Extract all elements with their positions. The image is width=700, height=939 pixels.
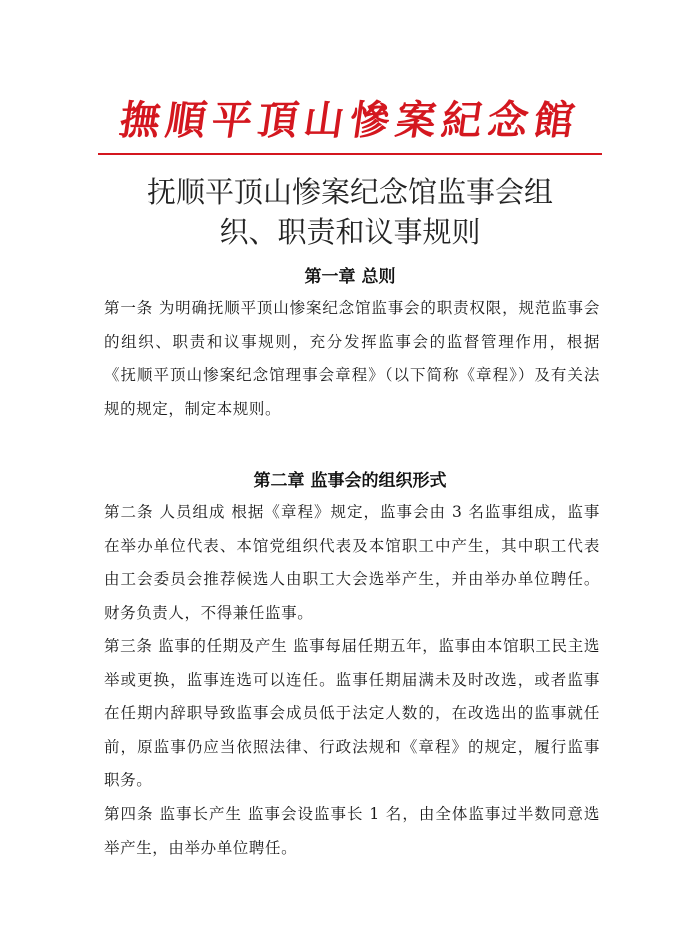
document-title — [100, 172, 600, 252]
article-4: 第四条 监事长产生 监事会设监事长 1 名，由全体监事过半数同意选举产生，由举办单位聘任。 — [104, 805, 600, 857]
title-line-1: 抚顺平顶山惨案纪念馆监事会组 — [146, 175, 553, 209]
article-1: 第一条 为明确抚顺平顶山惨案纪念馆监事会的职责权限，规范监事会的组织、职责和议事规则，充分发挥监事会的监督管理作用，根据《抚顺平顶山惨案纪念馆理事会章程》（以下简称《章程》）及有关法规的规定，制定本规则。 — [104, 299, 600, 418]
letterhead-calligraphy: 撫順平頂山慘案紀念館 — [116, 97, 584, 144]
article-2: 第二条 人员组成 根据《章程》规定，监事会由 3 名监事组成，监事在举办单位代表、本馆党组织代表及本馆职工中产生，其中职工代表由工会委员会推荐候选人由职工大会选举产生，并由举办单位聘任。财务负责人，不得兼任监事。 — [104, 503, 600, 622]
chapter-2-heading: 第二章 监事会的组织形式 — [253, 471, 447, 491]
article-3: 第三条 监事的任期及产生 监事每届任期五年，监事由本馆职工民主选举或更换，监事连选可以连任。监事任期届满未及时改选，或者监事在任期内辞职导致监事会成员低于法定人数的，在改选出的监事就任前，原监事仍应当依照法律、行政法规和《章程》的规定，履行监事职务。 — [104, 637, 600, 789]
chapter-1-heading: 第一章 总则 — [304, 267, 396, 287]
title-line-2: 织、职责和议事规则 — [219, 215, 481, 249]
letterhead-red-rule — [98, 153, 602, 155]
